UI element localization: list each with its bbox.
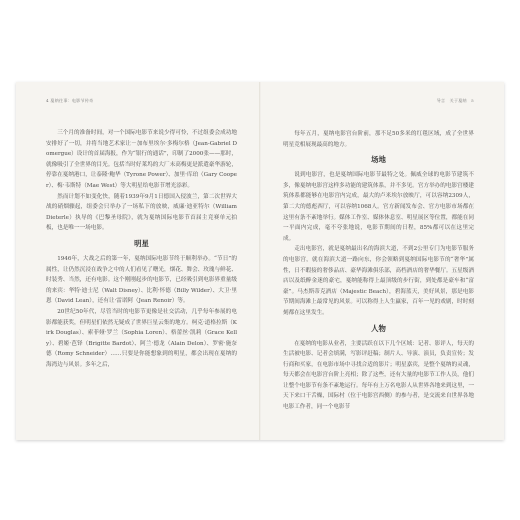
paragraph: 在戛纳的电影从业者，主要活跃在以下几个区域：记者、影评人，每天的生活被电影、记者会填满，写影评赶稿；制片人、导演、演员，负责宣传；发行商和买家，在电影市场中寻找合适的影片；明星嘉宾，是整个戛纳的灵魂，每天都会在电影宫台阶上亮相；除了这些，还有大量的电影节工作人员，他们让整个电影节有条不紊地运行。每年有上万名电影人从世界各地来到这里，一天下来口干舌燥，国际村（位于电影宫西侧）的参与者，是交流来自世界各地电影工作者，同一个电影节: [283, 340, 474, 411]
right-running-head: 导言 关于戛纳 5: [436, 98, 474, 103]
left-page-body: [46, 128, 237, 370]
left-page: [16, 82, 259, 440]
section-heading-stars: 明星: [134, 238, 149, 248]
section-heading-venue: 场地: [371, 155, 386, 165]
section-heading-people: 人物: [371, 323, 386, 333]
paragraph: 每年五月，戛纳电影宫台阶前，那不足50多米的红毯区域，成了全世界明星竞相展现最高的地方。: [283, 131, 474, 148]
right-page-body: [283, 129, 474, 413]
paragraph: 20世纪50年代，尽管当时的电影节更像是社交活动，几乎每年参展的电影都能获奖，但明星们依然无疑成了世界巨星云集的地方。柯克·道格拉斯（Kirk Douglas）、索菲娅·罗兰（Sophia Loren）、格蕾丝·凯莉（Grace Kelly）、碧姬·芭铎（Brigitte Bardot）、阿兰·德龙（Alain Delon）、罗密·施奈德（Romy Schneider）……只要是你能想象到的明星，都会出现在戛纳的海湾边与风景。多年之后，: [46, 308, 237, 368]
right-page: [261, 82, 504, 440]
paragraph: 走出电影宫，就是戛纳最出名的海滨大道，不到2公里专门为电影节服务的电影宫，就在海滨大道一路向东，你会领略到戛纳国际电影节的“奢华”属性，日不暇接的奢侈品店、豪华海滩俱乐部，高档酒店的奢华餐厅。五星级酒店以及纸醉金迷的豪宅，戛纳能称得上最顶级的步行街，到处都是豪车和“富豪”。马杰斯蒂克酒店（Majestic Beach），碧海蓝天，美好风景，那是电影节期间海滩上最常见的风景。可以称得上人生赢家，百年一见的戏剧，时时刻刻都在这里发生。: [283, 246, 474, 316]
paragraph: 说到电影宫，也是戛纳国际电影节最特之处。佩威全球的电影节建筑不多，像戛纳电影宫这样多功能的建筑体系，并不多见。官方举办的电影宫楼建筑体系都能够在电影宫内完成，最大的卢米埃尔放映厅，可以容纳2309人，第二大的德彪西厅，可以容纳1068人。官方新闻发布会、官方电影市场都在这里有条不紊地举行。媒体工作室、媒体休息室、明星展区等位置，都能在同一平面内完成，毫不夸张地说，电影节期间的日程，85%都可以在这里完成。: [283, 172, 474, 242]
left-running-head: 4 戛纳往事：电影节传奇: [46, 98, 94, 103]
paragraph: 三个月的准备时间，对一个国际电影节来说少得可怜，不过组委会成功地安排好了一切，并将当地艺术家让－加布里埃尔·多梅尔格（Jean-Gabriel Domergue）设计的首届海报，作为“银行的通话”，印制了2000张——那时，就像吸引了全世界的目光。包括当时好莱坞的大厂未高梅更是派遣豪华游轮，停靠在戛纳港口，让泰隆·鲍华（Tyrone Power）、加里·库珀（Gary Cooper）、梅·韦斯特（Mae West）等大明星给电影节增光添彩。: [46, 130, 237, 189]
paragraph: 然而计划不如变化快，随着1939年9月1日德国入侵波兰，第二次世界大战的硝烟骤起，组委会只举办了一场私下的放映，威廉·迪亚特尔（William Dieterle）执导的《巴黎圣母院》，就为戛纳国际电影节首届主竞赛单元拍板，也是唯一一场电影。: [46, 193, 237, 232]
paragraph: 1946年，大战之后的第一年，戛纳国际电影节终于顺利举办。“节日”的属性，让仍然沉浸在战争之中的人们看见了曙光，烟花、舞会、玫瑰与鲜花、时装秀、当然，还有电影。这个刚刚起步的电影节，已经吸引到电影界重量级的来宾：华特·迪士尼（Walt Disney）、比利·怀德（Billy Wilder）、大卫·里恩（David Lean），还有让·雷诺阿（Jean Renoir）等。: [46, 255, 237, 305]
book-spread: [16, 82, 504, 440]
